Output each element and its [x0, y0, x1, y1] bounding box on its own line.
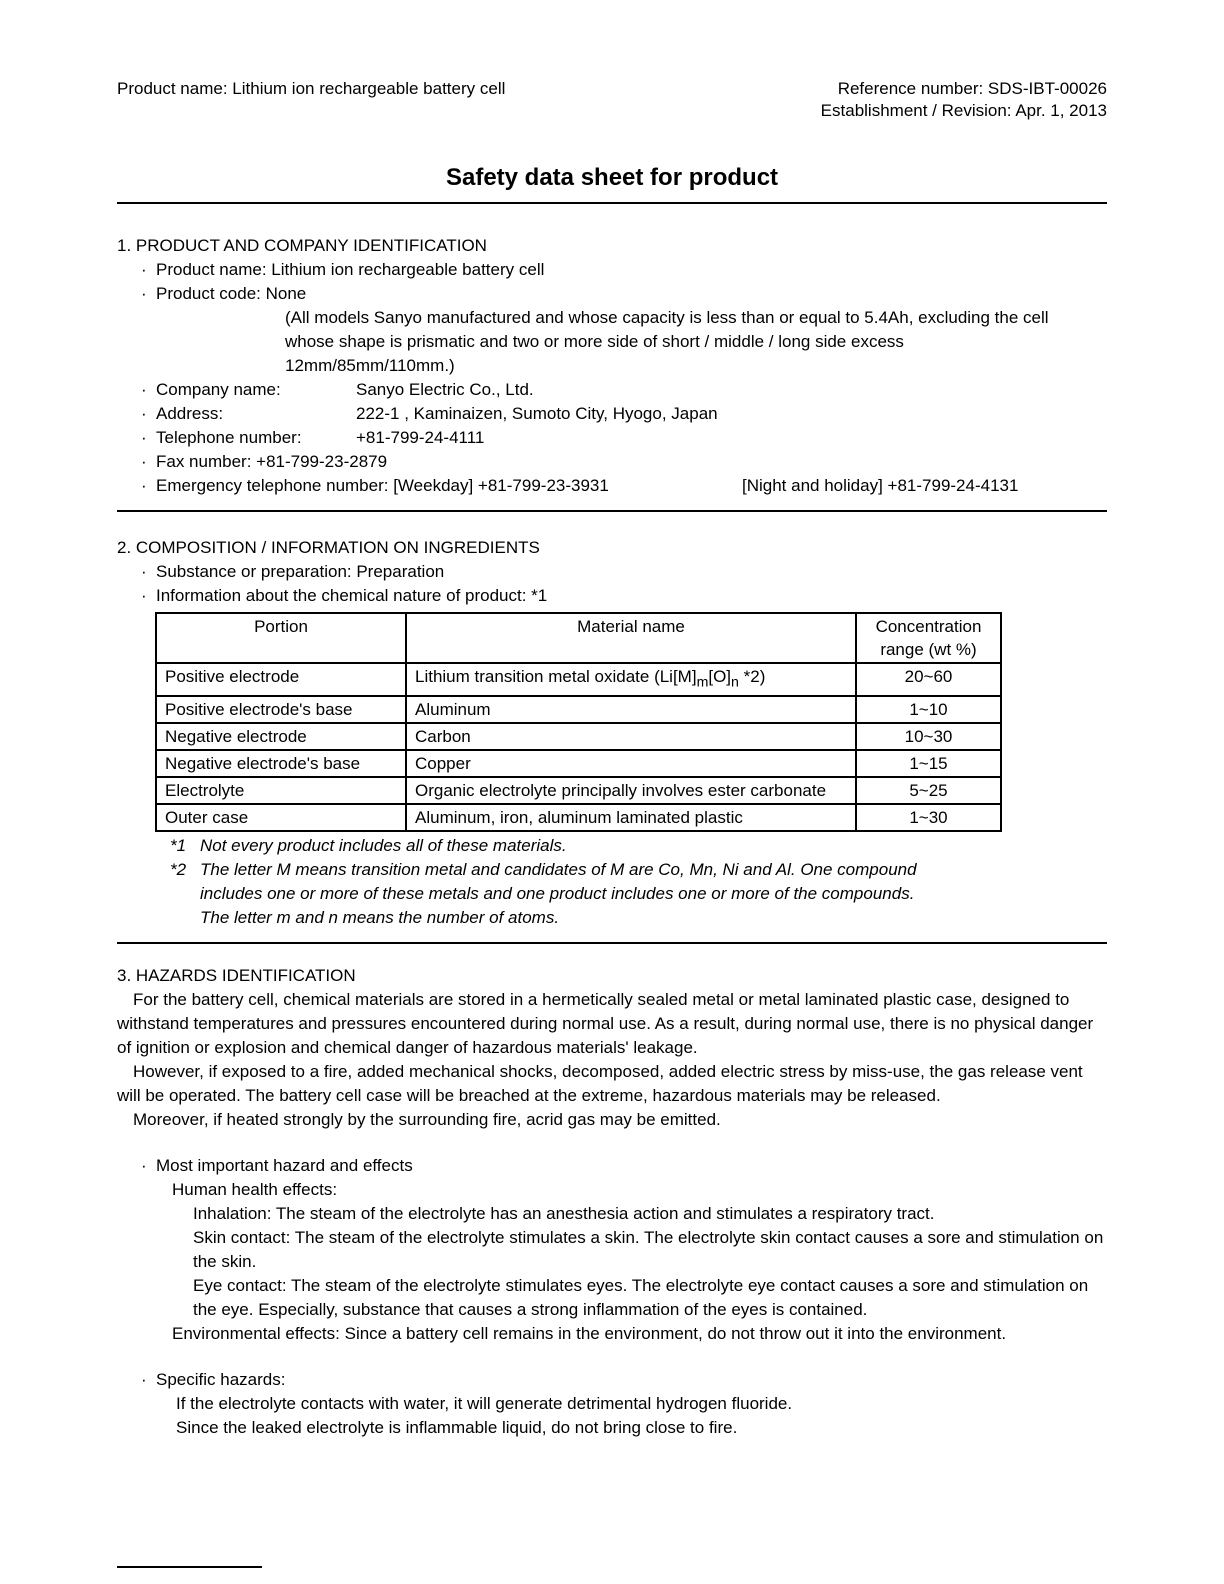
material-text: Lithium transition metal oxidate (Li[M]: [415, 667, 697, 686]
revision-date: Establishment / Revision: Apr. 1, 2013: [820, 101, 1107, 120]
page-title: Safety data sheet for product: [445, 164, 779, 191]
concentration-cell: 1~30: [856, 804, 1001, 831]
bullet-icon: ·: [141, 404, 147, 423]
note-text: [200, 834, 567, 858]
material-cell: Aluminum, iron, aluminum laminated plastic: [406, 804, 856, 831]
header-reference-block: [821, 78, 1107, 122]
header-product-name: Product name: Lithium ion rechargeable battery cell: [117, 79, 506, 98]
note-text: [200, 858, 980, 930]
concentration-cell: 1~15: [856, 750, 1001, 777]
footer-divider: [117, 1566, 262, 1568]
table-row: [156, 777, 1001, 804]
company-name-item: [117, 378, 1107, 402]
important-hazard-title: Most important hazard and effects: [156, 1156, 413, 1176]
reference-number: Reference number: SDS-IBT-00026: [837, 79, 1107, 98]
address-item: [117, 402, 1107, 426]
table-note-1: [170, 834, 1107, 858]
product-code-text: Product code: None: [156, 284, 307, 303]
section2-divider: [117, 942, 1107, 944]
emergency-item: [117, 474, 1107, 498]
portion-cell: Electrolyte: [156, 777, 406, 804]
material-cell: Aluminum: [406, 696, 856, 723]
section1-divider: [117, 510, 1107, 512]
table-row: [156, 696, 1001, 723]
company-name-value: Sanyo Electric Co., Ltd.: [356, 380, 534, 399]
telephone-value: +81-799-24-4111: [356, 428, 485, 447]
fax-text: Fax number: +81-799-23-2879: [156, 452, 388, 471]
note-line: Not every product includes all of these materials.: [200, 836, 567, 856]
bullet-icon: ·: [141, 260, 147, 279]
product-code-item: [117, 282, 1107, 306]
address-line: [156, 402, 1107, 426]
subscript-m: m: [696, 674, 709, 691]
address-label: Address:: [156, 404, 224, 423]
product-name-item: [117, 258, 1107, 282]
hazards-paragraph-2: However, if exposed to a fire, added mechanical shocks, decomposed, added electric stress by miss-use, the gas release vent will be operated. The battery cell case will be breached at the extreme, hazardous materials may be released.: [117, 1062, 1083, 1106]
skin-contact-text: Skin contact: The steam of the electrolyte stimulates a skin. The electrolyte skin contact causes a sore and stimulation on the skin.: [193, 1228, 1104, 1272]
address-value: 222-1 , Kaminaizen, Sumoto City, Hyogo, Japan: [356, 404, 718, 423]
table-row: [156, 723, 1001, 750]
emergency-weekday-text: Emergency telephone number: [Weekday] +81-799-23-3931: [156, 476, 609, 495]
important-hazard-item: [117, 1154, 1107, 1178]
portion-cell: Outer case: [156, 804, 406, 831]
table-note-2: [170, 858, 1107, 930]
bullet-icon: ·: [141, 586, 147, 605]
section1-heading: 1. PRODUCT AND COMPANY IDENTIFICATION: [117, 236, 487, 255]
portion-header: Portion: [156, 613, 406, 663]
product-name-text: Product name: Lithium ion rechargeable battery cell: [156, 260, 545, 279]
fax-item: [117, 450, 1107, 474]
portion-cell: Negative electrode's base: [156, 750, 406, 777]
bullet-icon: ·: [141, 380, 147, 399]
table-row: [156, 750, 1001, 777]
material-name-header: Material name: [406, 613, 856, 663]
telephone-item: [117, 426, 1107, 450]
human-health-label: Human health effects:: [172, 1180, 338, 1200]
eye-contact-text: Eye contact: The steam of the electrolyte stimulates eyes. The electrolyte eye contact causes a sore and stimulation on the eye. Especially, substance that causes a strong inflammation of the eyes is contained.: [193, 1276, 1089, 1320]
title-divider: [117, 202, 1107, 204]
section3-heading: 3. HAZARDS IDENTIFICATION: [117, 966, 356, 986]
ingredients-table: [155, 612, 1002, 832]
specific-hazards-title: Specific hazards:: [156, 1370, 286, 1390]
table-notes: [170, 834, 1107, 930]
hazards-paragraph-1: For the battery cell, chemical materials are stored in a hermetically sealed metal or metal laminated plastic case, designed to withstand temperatures and pressures encountered during normal use. As a result, during normal use, there is no physical danger of ignition or explosion and chemical danger of hazardous materials' leakage.: [117, 990, 1094, 1058]
product-code-note: (All models Sanyo manufactured and whose capacity is less than or equal to 5.4Ah, excluding the cell whose shape is prismatic and two or more side of short / middle / long side excess 12mm/85mm/110mm.): [285, 308, 1049, 375]
concentration-cell: 5~25: [856, 777, 1001, 804]
material-cell: Organic electrolyte principally involves ester carbonate: [406, 777, 856, 804]
table-row: [156, 663, 1001, 696]
bullet-icon: ·: [141, 562, 147, 581]
bullet-icon: ·: [141, 452, 147, 471]
specific-hazard-line-2: Since the leaked electrolyte is inflammable liquid, do not bring close to fire.: [176, 1418, 738, 1438]
table-row: [156, 804, 1001, 831]
environmental-effects-text: Environmental effects: Since a battery cell remains in the environment, do not throw out it into the environment.: [172, 1324, 1007, 1344]
concentration-cell: 1~10: [856, 696, 1001, 723]
company-name-line: [156, 378, 1107, 402]
emergency-line: [156, 474, 1107, 498]
bullet-icon: ·: [141, 284, 147, 303]
concentration-cell: 20~60: [856, 663, 1001, 696]
portion-cell: Positive electrode: [156, 663, 406, 696]
bullet-icon: ·: [141, 1370, 147, 1390]
note-marker: *1: [170, 836, 187, 856]
bullet-icon: ·: [141, 476, 147, 495]
portion-cell: Positive electrode's base: [156, 696, 406, 723]
material-cell: Copper: [406, 750, 856, 777]
chemical-info-text: Information about the chemical nature of product: *1: [156, 586, 548, 605]
bullet-icon: ·: [141, 1156, 147, 1176]
telephone-line: [156, 426, 1107, 450]
note-line: The letter M means transition metal and candidates of M are Co, Mn, Ni and Al. One compound includes one or more of these metals and one product includes one or more of the compounds.: [200, 860, 917, 904]
material-cell: Carbon: [406, 723, 856, 750]
concentration-cell: 10~30: [856, 723, 1001, 750]
subscript-n: n: [731, 674, 739, 691]
table-header-row: [156, 613, 1001, 663]
portion-cell: Negative electrode: [156, 723, 406, 750]
specific-hazards-item: [117, 1368, 1107, 1392]
section2-heading: 2. COMPOSITION / INFORMATION ON INGREDIENTS: [117, 538, 540, 557]
company-name-label: Company name:: [156, 380, 281, 399]
note-line: The letter m and n means the number of atoms.: [200, 908, 560, 928]
material-cell: [406, 663, 856, 696]
document-header: [117, 78, 1107, 122]
substance-text: Substance or preparation: Preparation: [156, 562, 445, 581]
chemical-info-item: [117, 584, 1107, 608]
specific-hazard-line-1: If the electrolyte contacts with water, it will generate detrimental hydrogen fluoride.: [176, 1394, 793, 1414]
substance-item: [117, 560, 1107, 584]
concentration-header: Concentration range (wt %): [856, 613, 1001, 663]
note-marker: *2: [170, 860, 187, 880]
inhalation-text: Inhalation: The steam of the electrolyte has an anesthesia action and stimulates a respiratory tract.: [193, 1204, 935, 1224]
material-text: [O]: [708, 667, 732, 686]
bullet-icon: ·: [141, 428, 147, 447]
material-text: *2): [738, 667, 766, 686]
emergency-night-text: [Night and holiday] +81-799-24-4131: [742, 476, 1019, 495]
hazards-paragraph-3: Moreover, if heated strongly by the surrounding fire, acrid gas may be emitted.: [133, 1110, 721, 1130]
telephone-label: Telephone number:: [156, 428, 302, 447]
